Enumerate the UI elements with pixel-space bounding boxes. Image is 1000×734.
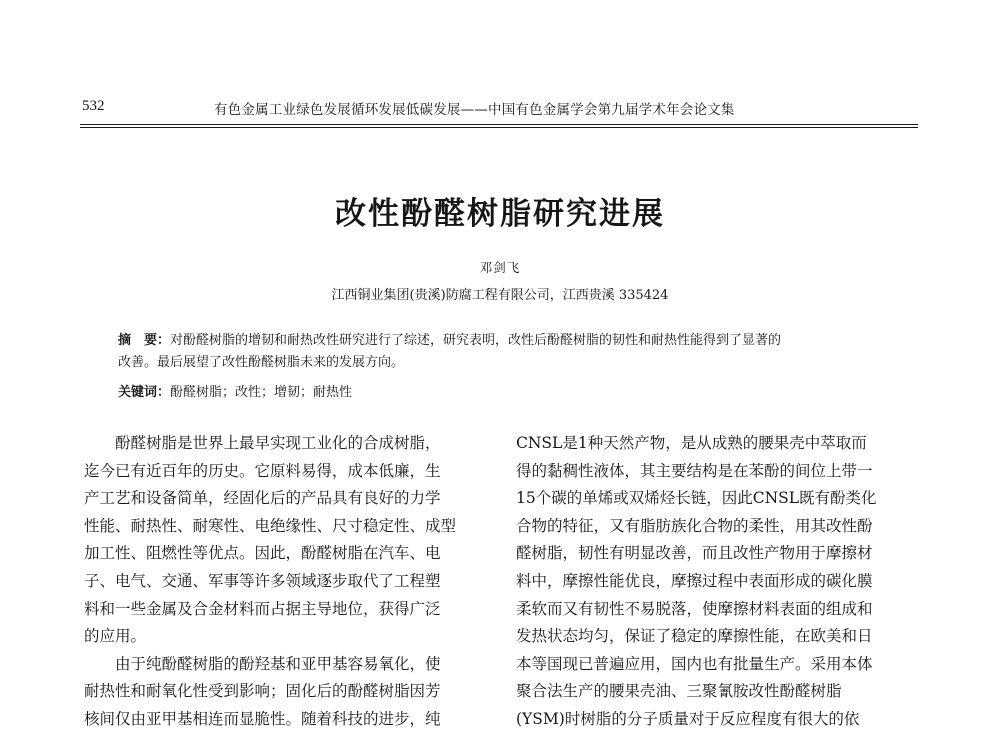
body-line: 耐热性和耐氧化性受到影响；固化后的酚醛树脂因芳 [84,682,441,701]
keywords-text: 酚醛树脂；改性；增韧；耐热性 [170,385,353,400]
body-line: 合物的特征，又有脂肪族化合物的柔性，用其改性酚 [516,516,873,535]
body-line: 性能、耐热性、耐寒性、电绝缘性、尺寸稳定性、成型 [84,516,457,535]
abstract-label: 摘 要： [118,333,171,348]
body-line: (YSM)时树脂的分子质量对于反应程度有很大的依 [516,709,860,728]
body-line: 醛树脂，韧性有明显改善，而且改性产物用于摩擦材 [516,544,873,563]
body-line: 柔软而又有韧性不易脱落，使摩擦材料表面的组成和 [516,599,873,618]
right-column [516,430,916,734]
body-line: 子、电气、交通、军事等许多领域逐步取代了工程塑 [84,571,441,590]
body-line: 料中，摩擦性能优良，摩擦过程中表面形成的碳化膜 [516,571,873,590]
body-line: 15个碳的单烯或双烯烃长链，因此CNSL既有酚类化 [516,489,877,508]
header-rule [80,124,918,125]
page-number: 532 [82,98,105,114]
keywords-label: 关键词： [118,385,171,400]
abstract-line-2: 改善。最后展望了改性酚醛树脂未来的发展方向。 [118,355,405,370]
left-column [84,430,484,734]
paragraph-1 [84,430,484,651]
paragraph-2 [84,651,484,734]
body-line: 酚醛树脂是世界上最早实现工业化的合成树脂， [115,434,441,452]
body-line: 加工性、阻燃性等优点。因此，酚醛树脂在汽车、电 [84,544,441,563]
paper-title: 改性酚醛树脂研究进展 [335,196,665,232]
affiliation: 江西铜业集团(贵溪)防腐工程有限公司，江西贵溪 335424 [331,288,669,303]
running-header [80,96,918,120]
body-line: 由于纯酚醛树脂的酚羟基和亚甲基容易氧化，使 [115,654,441,673]
abstract [118,330,888,374]
body-line: 聚合法生产的腰果壳油、三聚氰胺改性酚醛树脂 [516,682,842,701]
body-line: 本等国现已普遍应用，国内也有批量生产。采用本体 [516,654,873,673]
body-line: 核间仅由亚甲基相连而显脆性。随着科技的进步，纯 [84,709,441,728]
header-rule-thin [80,127,918,128]
body-line: 迄今已有近百年的历史。它原料易得，成本低廉，生 [84,461,441,480]
body-line: 料和一些金属及合金材料而占据主导地位，获得广泛 [84,599,441,618]
body-line: 发热状态均匀，保证了稳定的摩擦性能，在欧美和日 [516,627,873,646]
body-line: 得的黏稠性液体，其主要结构是在苯酚的间位上带一 [516,461,873,480]
body-line: 产工艺和设备简单，经固化后的产品具有良好的力学 [84,489,441,508]
author: 邓剑飞 [479,260,521,275]
body-line: 的应用。 [84,627,147,646]
abstract-line-1 [118,330,888,352]
body-line: CNSL是1种天然产物，是从成熟的腰果壳中萃取而 [516,434,867,452]
running-title: 有色金属工业绿色发展循环发展低碳发展——中国有色金属学会第九届学术年会论文集 [214,102,735,118]
keywords [118,381,888,400]
abstract-text-1: 对酚醛树脂的增韧和耐热改性研究进行了综述，研究表明，改性后酚醛树脂的韧性和耐热性能得到了显著的 [170,333,782,348]
